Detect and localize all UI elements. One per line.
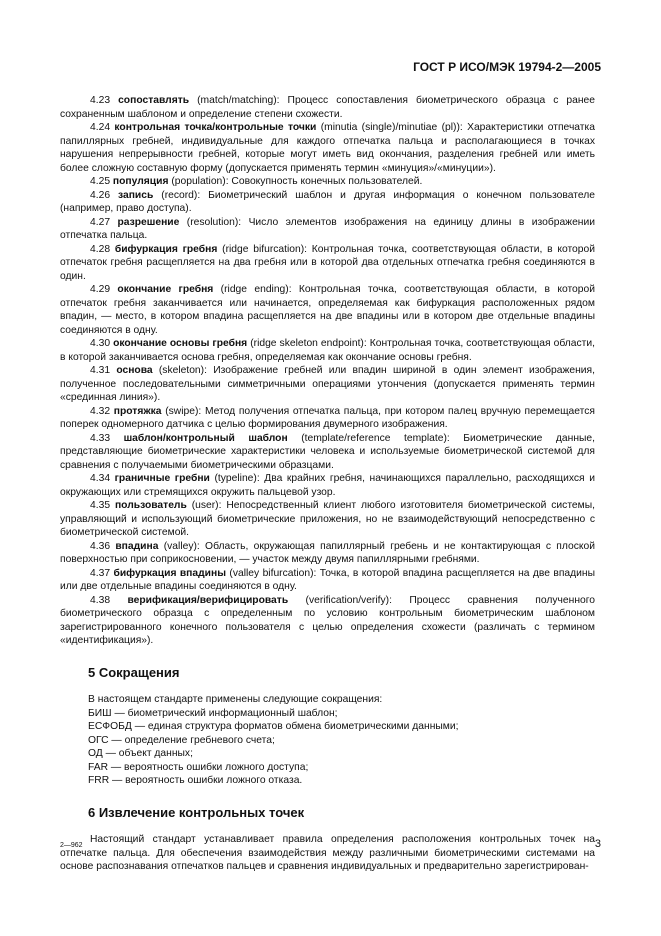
definition-text: (minutia (single)/minutiae (pl)): Характеристики отпечатка папиллярных гребней, индивидуальные для каждого отпечатка пальца и располагающиеся в точках нарушения непрерывности гребней, которые могут иметь вид окончания, разделения гребней или иметь более сложную составную форму (допускается применять термин «минуция»/«минуции»). [60, 122, 595, 174]
abbreviations-list [88, 693, 595, 788]
definition-text: (valley bifurcation): Точка, в которой впадина расщепляется на две впадины или две отдельные впадины соединяются в одну. [60, 567, 595, 592]
document-header: ГОСТ Р ИСО/МЭК 19794-2—2005 [413, 60, 601, 74]
definition-number: 4.23 [90, 95, 111, 106]
definition-term: разрешение [117, 216, 180, 228]
definition-text: (swipe): Метод получения отпечатка пальца, при котором палец вручную перемещается поперек одномерного датчика с целью формирования двумерного изображения. [60, 405, 595, 430]
definition-number: 4.34 [90, 473, 111, 484]
definition-text: (record): Биометрический шаблон и другая информация о конечном пользователе (например, право доступа). [60, 189, 595, 214]
definition-number: 4.31 [90, 365, 111, 376]
abbreviation-item: БИШ — биометрический информационный шаблон; [88, 707, 338, 719]
definition-item [60, 540, 595, 567]
definition-term: граничные гребни [114, 473, 210, 484]
definition-item [60, 283, 595, 337]
definition-text: (verification/verify): Процесс сравнения полученного биометрического образца с определенным по условию контрольным биометрическим шаблоном зарегистрированного конечного пользователя с целью определения схожести (различать с термином «идентификация»). [60, 594, 595, 646]
definition-item [60, 594, 595, 648]
page-number: 3 [594, 838, 601, 850]
definition-term: протяжка [113, 405, 162, 417]
definition-text: (population): Совокупность конечных пользователей. [168, 176, 423, 187]
definition-text: (resolution): Число элементов изображения на единицу длины в изображении отпечатка пальца. [60, 216, 595, 241]
definition-term: популяция [112, 176, 169, 187]
definition-number: 4.38 [90, 594, 111, 606]
definition-item [60, 175, 595, 189]
definitions-list [60, 94, 595, 648]
definition-number: 4.28 [90, 243, 111, 255]
abbreviation-item: ОД — объект данных; [88, 748, 193, 759]
definition-item [60, 472, 595, 499]
definition-term: бифуркация впадины [113, 567, 227, 579]
definition-number: 4.25 [90, 176, 111, 187]
definition-term: окончание гребня [117, 284, 214, 295]
section-6-body [60, 833, 595, 874]
definition-term: пользователь [114, 500, 187, 511]
definition-text: (match/matching): Процесс сопоставления биометрического образца с ранее сохраненным шаблоном и определение степени схожести. [60, 95, 595, 120]
definition-term: основа [116, 365, 153, 376]
definition-term: контрольная точка/контрольные точки [114, 122, 317, 133]
section-5-heading: 5 Сокращения [88, 664, 180, 680]
definition-text: (template/reference template): Биометрические данные, представляющие биометрические характеристики человека и используемые биометрической системой для сравнения с получаемыми биометрическими образцами. [60, 432, 595, 471]
definition-item [60, 94, 595, 121]
definition-item [60, 567, 595, 594]
definition-number: 4.29 [90, 284, 111, 295]
definition-term: шаблон/контрольный шаблон [123, 432, 288, 444]
definition-number: 4.35 [90, 500, 111, 511]
definition-number: 4.26 [90, 189, 111, 201]
definition-item [60, 121, 595, 175]
section-6-paragraph: Настоящий стандарт устанавливает правила определения расположения контрольных точек на отпечатке пальца. Для обеспечения взаимодействия между различными биометрическими системами на основе распознавания отпечатков пальцев и сравнения индивидуальных и предварительно зарегистрирован- [60, 834, 595, 872]
definition-item [60, 189, 595, 216]
definition-number: 4.24 [90, 122, 111, 133]
definition-number: 4.33 [90, 432, 111, 444]
definition-term: верификация/верифицировать [127, 594, 289, 606]
definition-term: запись [118, 189, 154, 201]
section-6-heading: 6 Извлечение контрольных точек [88, 804, 305, 820]
definition-item [60, 499, 595, 540]
definition-number: 4.32 [90, 405, 111, 417]
definition-text: (user): Непосредственный клиент любого изготовителя биометрической системы, управляющий и использующий биометрические приложения, но не взаимодействующий непосредственно с биометрической системой. [60, 500, 595, 538]
definition-text: (ridge skeleton endpoint): Контрольная точка, соответствующая области, в которой заканчивается основа гребня, определяемая как окончание основы гребня. [60, 338, 595, 363]
definition-number: 4.27 [90, 216, 111, 228]
definition-number: 4.30 [90, 338, 111, 349]
definition-term: бифуркация гребня [114, 243, 218, 255]
definition-text: (valley): Область, окружающая папиллярный гребень и не контактирующая с плоской поверхностью при соприкосновении, — участок между двумя папиллярными гребнями. [60, 540, 595, 565]
definition-number: 4.36 [90, 540, 111, 552]
definition-item [60, 337, 595, 364]
definition-item [60, 405, 595, 432]
definition-text: (skeleton): Изображение гребней или впадин шириной в один элемент изображения, полученное последовательными симметричными операциями утончения (допускается применять термин «срединная линия»). [60, 365, 595, 403]
print-code: 2—962 [60, 842, 83, 849]
definition-item [60, 364, 595, 405]
definition-term: окончание основы гребня [113, 338, 248, 349]
definition-item [60, 432, 595, 473]
definition-item [60, 243, 595, 284]
definition-term: сопоставлять [118, 95, 190, 106]
definition-number: 4.37 [90, 567, 111, 579]
abbreviation-item: ЕСФОБД — единая структура форматов обмена биометрическими данными; [88, 721, 459, 732]
definition-term: впадина [115, 540, 159, 552]
definition-text: (ridge bifurcation): Контрольная точка, соответствующая области, в которой отпечаток гребня расщепляется на два гребня или в которой два отдельных отпечатка гребня соединяются в один. [60, 243, 595, 282]
abbreviation-item: FRR — вероятность ошибки ложного отказа. [88, 775, 303, 786]
definition-text: (ridge ending): Контрольная точка, соответствующая области, в которой отпечаток гребня заканчивается или начинается, определяемая как бифуркация расположенных рядом впадин, — место, в котором впадина расщепляется на две впадины или в котором две отдельные впадины соединяются в одну. [60, 284, 595, 336]
abbreviation-item: ОГС — определение гребневого счета; [88, 734, 275, 746]
abbreviation-item: FAR — вероятность ошибки ложного доступа; [88, 761, 309, 773]
definition-text: (typeline): Два крайних гребня, начинающихся параллельно, расходящихся и окружающих или стремящихся окружить пальцевой узор. [60, 473, 595, 498]
definition-item [60, 216, 595, 243]
abbreviations-intro: В настоящем стандарте применены следующие сокращения: [88, 694, 383, 705]
